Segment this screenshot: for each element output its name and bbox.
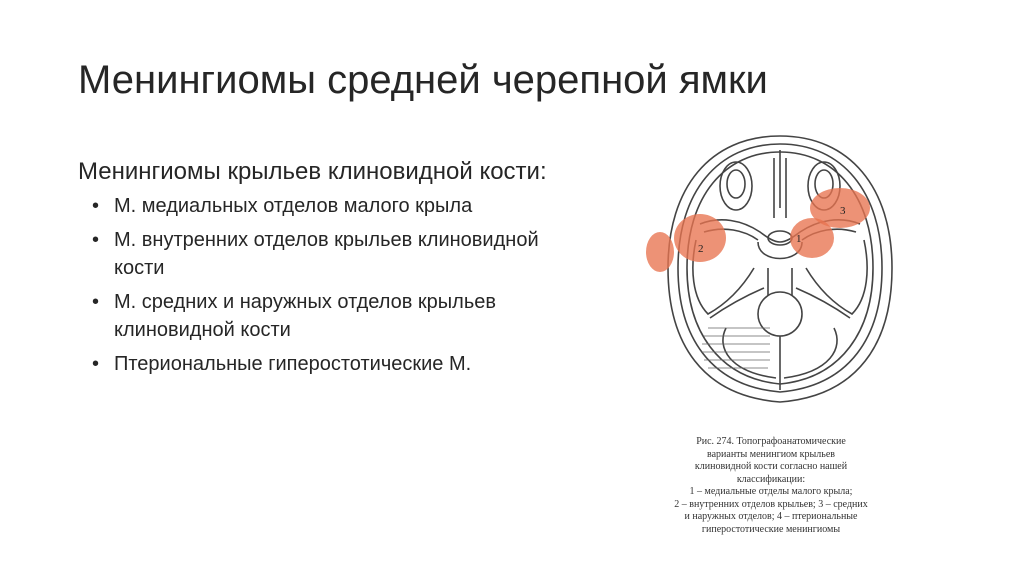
bullet-icon: • <box>92 195 100 217</box>
caption-line: Рис. 274. Топографоанатомические <box>696 436 846 447</box>
lead-text: Менингиомы крыльев клиновидной кости: <box>78 158 547 185</box>
caption-line: клиновидной кости согласно нашей <box>694 461 848 472</box>
caption-line: 1 – медиальные отделы малого крыла; <box>689 486 853 497</box>
bullet-icon: • <box>92 291 100 313</box>
region-label-2: 2 <box>698 243 704 255</box>
slide-content <box>78 156 578 384</box>
list-item-text: М. средних и наружных отделов крыльев клиновидной кости <box>114 291 496 341</box>
list-item-text: М. внутренних отделов крыльев клиновидной кости <box>114 229 539 279</box>
figure-caption <box>646 436 896 536</box>
caption-line: 2 – внутренних отделов крыльев; 3 – средних <box>674 498 868 510</box>
region-label-1: 1 <box>796 233 802 245</box>
list-item-text: М. медиальных отделов малого крыла <box>114 195 473 217</box>
region-label-3: 3 <box>840 205 846 217</box>
caption-line: и наружных отделов; 4 – птериональные <box>684 511 858 522</box>
bullet-icon: • <box>92 353 100 375</box>
list-item <box>92 288 578 344</box>
slide-title: Менингиомы средней черепной ямки <box>78 58 768 102</box>
caption-line: гиперостотические менингиомы <box>701 523 841 535</box>
list-item <box>92 350 578 378</box>
caption-line: классификации: <box>736 473 806 485</box>
list-item <box>92 192 578 220</box>
highlight-region-4 <box>646 232 674 272</box>
bullet-list <box>78 192 578 378</box>
list-item-text: Птериональные гиперостотические М. <box>114 353 472 375</box>
list-item <box>92 226 578 282</box>
bullet-icon: • <box>92 229 100 251</box>
caption-line: варианты менингиом крыльев <box>707 448 835 460</box>
